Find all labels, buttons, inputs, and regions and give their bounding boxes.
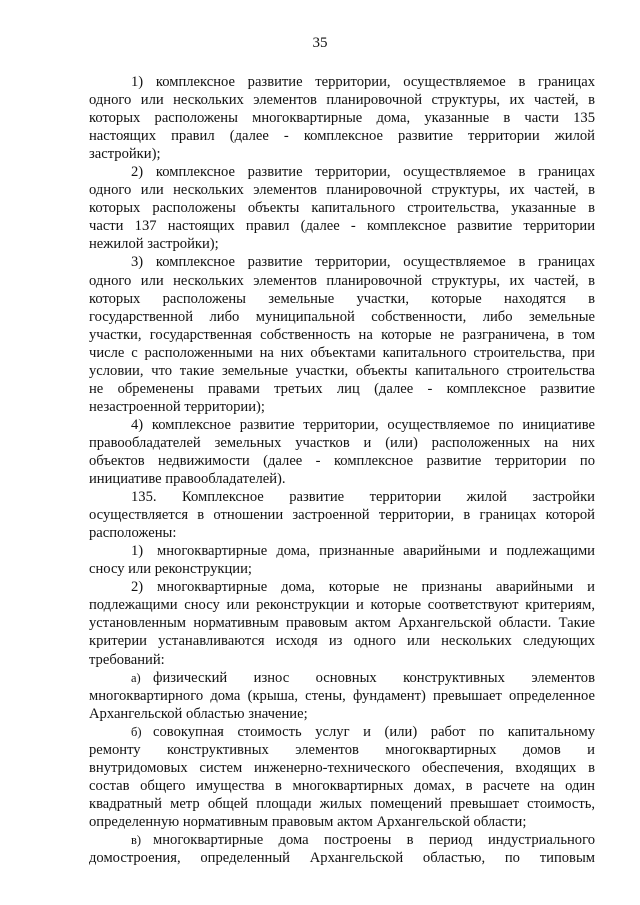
text-line: сносу или реконструкции; <box>89 561 252 578</box>
item-label: а) <box>131 670 141 685</box>
article-135 <box>89 488 595 542</box>
text-line: настоящих правил (далее - комплексное развитие территории жилой <box>89 128 595 145</box>
page-number: 35 <box>312 35 328 51</box>
document-body <box>89 73 595 867</box>
item-text: многоквартирные дома построены в период индустриального <box>153 831 595 848</box>
text-line: расположены: <box>89 525 177 542</box>
text-line: которых расположены объекты капитального строительства, указанные в <box>89 200 595 217</box>
paragraph-item-4 <box>89 416 595 488</box>
sublist-item-b <box>89 723 595 831</box>
text-line: условии, что такие земельные участки, объекты капитального строительства <box>89 362 595 379</box>
text-line: числе с расположенными на них объектами капитального строительства, при <box>89 344 595 361</box>
item-text: многоквартирные дома, признанные аварийными и подлежащими <box>157 543 595 560</box>
text-line: одного или нескольких элементов планировочной структуры, их частей, в <box>89 182 595 199</box>
paragraph-item-3 <box>89 253 595 415</box>
text-line <box>89 723 595 741</box>
text-line: застройки); <box>89 146 161 163</box>
text-line: нежилой застройки); <box>89 236 219 253</box>
text-line <box>89 831 595 849</box>
text-line: установленным нормативным правовым актом Архангельской области. Такие <box>89 615 595 632</box>
text-line <box>89 542 595 560</box>
text-line: внутридомовых систем инженерно-технического обеспечения, входящих в <box>89 759 595 776</box>
list-item-2 <box>89 578 595 668</box>
text-line: ремонту конструктивных элементов многоквартирных домов и <box>89 741 595 758</box>
text-line: 2) комплексное развитие территории, осуществляемое в границах <box>131 164 595 181</box>
text-line: незастроенной территории); <box>89 398 265 415</box>
text-line: определенную нормативным правовым актом Архангельской области; <box>89 813 527 830</box>
text-line: участки, государственная собственность на которые не разграничена, в том <box>89 326 595 343</box>
paragraph-item-2 <box>89 163 595 253</box>
item-text: многоквартирные дома, которые не признаны аварийными и <box>157 579 595 596</box>
text-line: части 137 настоящих правил (далее - комплексное развитие территории <box>89 218 595 235</box>
text-line: 3) комплексное развитие территории, осуществляемое в границах <box>131 254 595 271</box>
item-label: 1) <box>131 543 144 560</box>
text-line: инициативе правообладателей). <box>89 471 286 488</box>
text-line: одного или нескольких элементов планировочной структуры, их частей, в <box>89 92 595 109</box>
list-item-1 <box>89 542 595 578</box>
text-line: правообладателей земельных участков и (или) расположенных на них <box>89 434 595 451</box>
item-label: 2) <box>131 579 144 596</box>
text-line: подлежащими сносу или реконструкции и которые соответствуют критериям, <box>89 597 595 614</box>
text-line: осуществляется в отношении застроенной территории, в границах которой <box>89 507 595 524</box>
text-line: 135. Комплексное развитие территории жилой застройки <box>131 489 595 506</box>
text-line: критерии устанавливаются исходя из одного или нескольких следующих <box>89 633 595 650</box>
text-line: домостроения, определенный Архангельской областью, по типовым <box>89 850 595 867</box>
item-text: совокупная стоимость услуг и (или) работ по капитальному <box>153 723 595 740</box>
text-line: квадратный метр общей площади жилых помещений превышает стоимость, <box>89 795 595 812</box>
text-line: 1) комплексное развитие территории, осуществляемое в границах <box>131 74 595 90</box>
text-line: государственной либо муниципальной собственности, либо земельные <box>89 308 595 325</box>
text-line: которых расположены многоквартирные дома, указанные в части 135 <box>89 110 595 127</box>
text-line <box>89 578 595 596</box>
item-text: физический износ основных конструктивных элементов <box>153 669 595 686</box>
paragraph-item-1 <box>89 73 595 163</box>
item-label: б) <box>131 724 142 739</box>
text-line: многоквартирного дома (крыша, стены, фундамент) превышает определенное <box>89 687 595 704</box>
text-line <box>89 669 595 687</box>
sublist-item-a <box>89 669 595 723</box>
text-line: объектов недвижимости (далее - комплексное развитие территории по <box>89 452 595 469</box>
text-line: не обременены правами третьих лиц (далее - комплексное развитие <box>89 380 595 397</box>
text-line: которых расположены земельные участки, которые находятся в <box>89 290 595 307</box>
text-line: требований: <box>89 651 165 668</box>
text-line: состав общего имущества в многоквартирных домах, в расчете на один <box>89 777 595 794</box>
sublist-item-v <box>89 831 595 867</box>
text-line: 4) комплексное развитие территории, осуществляемое по инициативе <box>131 416 595 433</box>
text-line: одного или нескольких элементов планировочной структуры, их частей, в <box>89 272 595 289</box>
item-label: в) <box>131 832 142 847</box>
text-line: Архангельской областью значение; <box>89 705 308 722</box>
